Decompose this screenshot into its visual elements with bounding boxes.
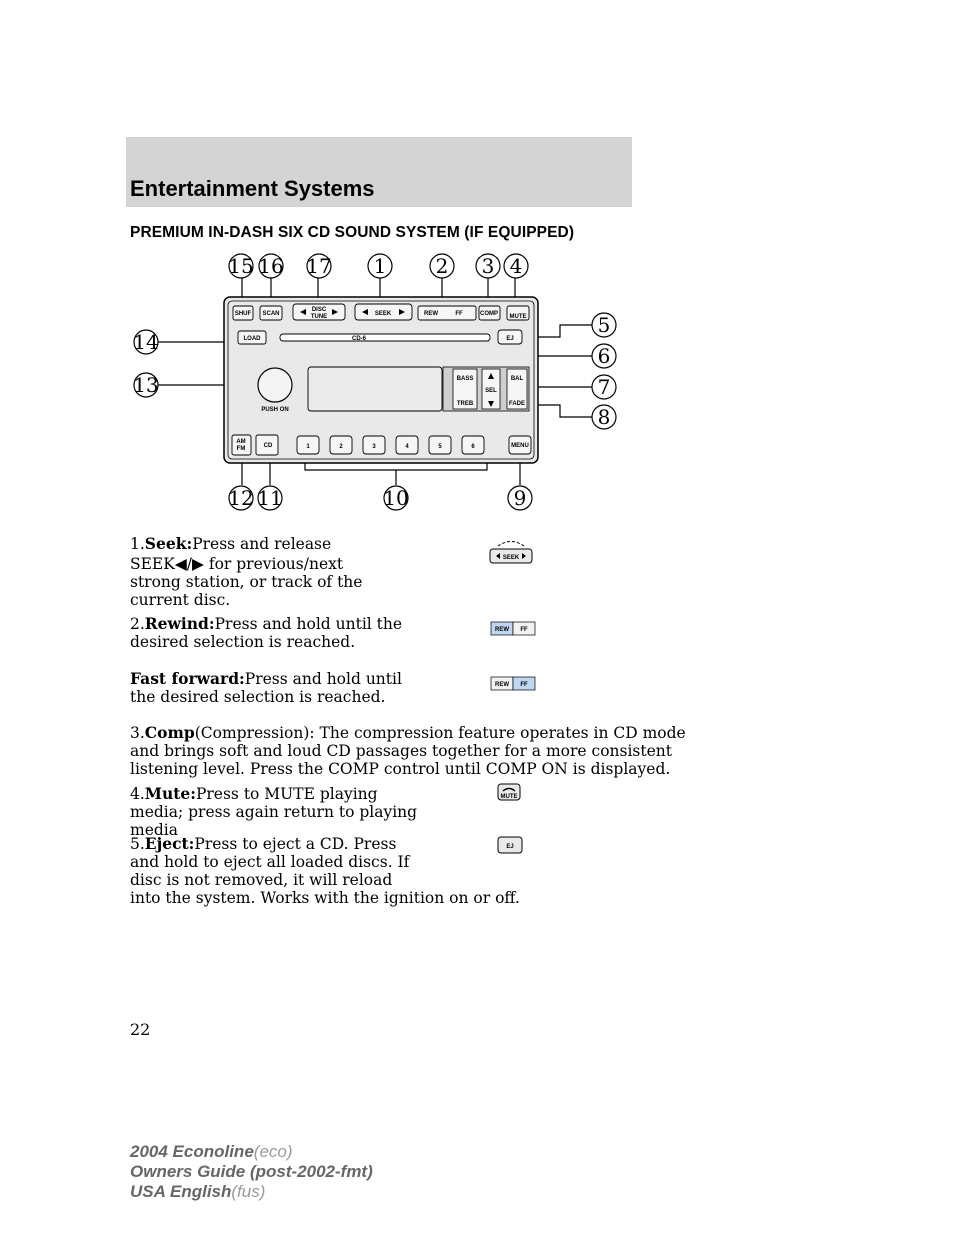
seek-label: SEEK: [374, 311, 392, 317]
svg-text:SEEK: SEEK: [502, 555, 520, 561]
item-4: 4.Mute:Press to MUTE playing: [130, 784, 378, 803]
scan-button: SCAN: [262, 311, 280, 317]
page-number: 22: [130, 1020, 151, 1039]
item-5: 5.Eject:Press to eject a CD. Press: [130, 834, 397, 853]
callout-4: 4: [509, 254, 523, 278]
svg-text:EJ: EJ: [506, 844, 514, 850]
bass-button: BASS: [456, 376, 474, 382]
callout-11: 11: [257, 486, 283, 510]
am-label: AM: [236, 439, 246, 445]
callout-16: 16: [258, 254, 284, 278]
tune-label: TUNE: [310, 314, 328, 320]
item-1-line2: SEEK◀/▶ for previous/next: [130, 555, 344, 573]
callout-13: 13: [133, 373, 159, 397]
comp-button: COMP: [480, 311, 498, 317]
load-button: LOAD: [243, 336, 261, 342]
display: [308, 367, 442, 411]
section-title: PREMIUM IN-DASH SIX CD SOUND SYSTEM (IF EQUIPPED): [130, 224, 575, 241]
rewind-button-icon: [490, 621, 536, 637]
seek-next-icon: ▶: [191, 555, 204, 573]
eject-button-icon: [497, 836, 523, 854]
callout-5: 5: [597, 313, 611, 337]
item-3-line3: listening level. Press the COMP control until COMP ON is displayed.: [130, 760, 671, 778]
svg-text:REW: REW: [495, 682, 509, 688]
preset-5: 5: [438, 444, 442, 450]
fast-forward-button-icon: [490, 676, 536, 692]
preset-4: 4: [405, 444, 409, 450]
callout-14: 14: [133, 330, 159, 354]
item-fast-forward: Fast forward:Press and hold until: [130, 669, 402, 688]
bal-button: BAL: [510, 376, 524, 382]
item-ff-line2: the desired selection is reached.: [130, 688, 386, 706]
cd-button: CD: [263, 443, 273, 449]
mute-button-icon: [497, 783, 521, 801]
callout-10: 10: [383, 486, 409, 510]
cd-slot: [280, 334, 490, 341]
item-5-line3: disc is not removed, it will reload: [130, 871, 393, 889]
push-on-label: PUSH ON: [261, 407, 289, 413]
item-1: 1.Seek:Press and release: [130, 534, 332, 553]
item-5-line4: into the system. Works with the ignition on or off.: [130, 889, 520, 907]
item-number: 1.: [130, 535, 145, 553]
treb-button: TREB: [456, 401, 474, 407]
mute-button: MUTE: [509, 314, 527, 320]
callout-8: 8: [597, 405, 611, 429]
preset-6: 6: [471, 444, 475, 450]
callout-1: 1: [373, 254, 387, 278]
callout-15: 15: [228, 254, 254, 278]
callout-2: 2: [435, 254, 449, 278]
svg-text:FF: FF: [520, 627, 528, 633]
item-4-line3: media: [130, 821, 178, 839]
callout-9: 9: [513, 486, 527, 510]
preset-1: 1: [306, 444, 310, 450]
callout-3: 3: [481, 254, 495, 278]
item-3-line2: and brings soft and loud CD passages together for a more consistent: [130, 742, 672, 760]
callout-12: 12: [228, 486, 254, 510]
item-3: 3.Comp(Compression): The compression feature operates in CD mode: [130, 723, 686, 742]
rew-label: REW: [424, 311, 438, 317]
svg-text:MUTE: MUTE: [500, 794, 518, 800]
volume-knob: [258, 368, 292, 402]
item-5-line2: and hold to eject all loaded discs. If: [130, 853, 410, 871]
callout-17: 17: [306, 254, 332, 278]
item-1-line4: current disc.: [130, 591, 231, 609]
footer: 2004 Econoline(eco) Owners Guide (post-2002-fmt) USA English(fus): [130, 1142, 373, 1201]
fade-button: FADE: [508, 401, 526, 407]
item-1-line3: strong station, or track of the: [130, 573, 363, 591]
seek-prev-icon: ◀: [174, 555, 187, 573]
item-4-line2: media; press again return to playing: [130, 803, 418, 821]
callout-7: 7: [597, 375, 611, 399]
svg-text:FF: FF: [520, 682, 528, 688]
page-header-title: Entertainment Systems: [130, 176, 375, 201]
item-2: 2.Rewind:Press and hold until the: [130, 614, 403, 633]
fm-label: FM: [236, 446, 246, 452]
model-badge: CD-6: [352, 336, 367, 342]
ej-button: EJ: [506, 336, 514, 342]
menu-button: MENU: [511, 443, 529, 449]
radio-diagram: [120, 245, 640, 520]
disc-label: DISC: [311, 307, 327, 313]
seek-button-icon: [488, 537, 534, 567]
ff-label: FF: [455, 311, 463, 317]
item-term: Seek:: [144, 534, 193, 553]
preset-2: 2: [339, 444, 343, 450]
sel-button: SEL: [485, 388, 497, 394]
preset-3: 3: [372, 444, 376, 450]
callout-6: 6: [597, 344, 611, 368]
svg-text:REW: REW: [495, 627, 509, 633]
item-2-line2: desired selection is reached.: [130, 633, 356, 651]
shuf-button: SHUF: [234, 311, 252, 317]
